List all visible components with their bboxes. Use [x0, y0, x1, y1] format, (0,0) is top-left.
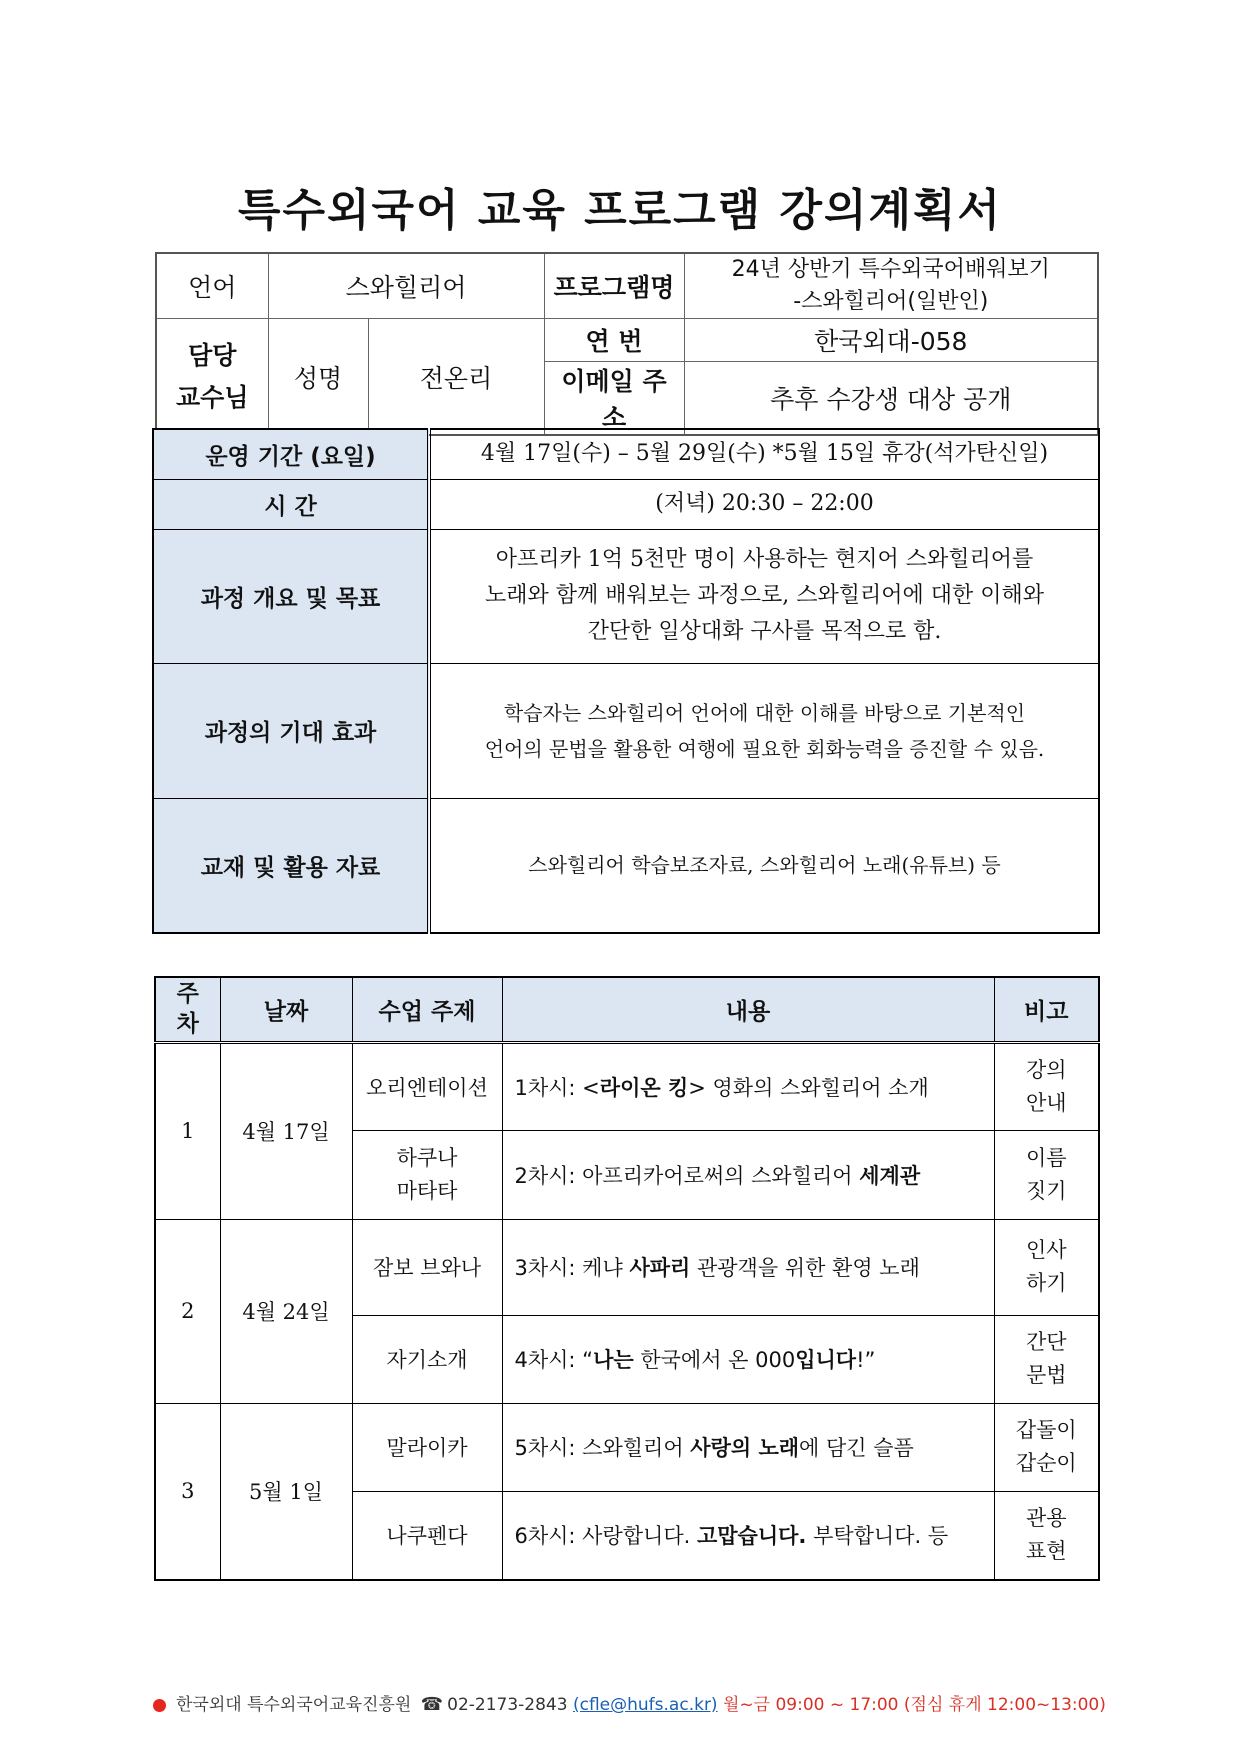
- period-value: 4월 17일(수) – 5월 29일(수) *5월 15일 휴강(석가탄신일): [429, 429, 1099, 479]
- professor-label-line2: 교수님: [176, 382, 249, 412]
- materials-label: 교재 및 활용 자료: [153, 798, 429, 933]
- overview-value: [429, 529, 1099, 663]
- overview-line3: 간단한 일상대화 구사를 목적으로 함.: [587, 619, 942, 644]
- program-value-line1: 24년 상반기 특수외국어배워보기: [731, 257, 1050, 282]
- week-date: 5월 1일: [220, 1403, 352, 1580]
- week-number: 1: [155, 1042, 220, 1219]
- name-label: 성명: [268, 319, 368, 436]
- overview-label: 과정 개요 및 목표: [153, 529, 429, 663]
- footer: [153, 1690, 1106, 1715]
- materials-value: 스와힐리어 학습보조자료, 스와힐리어 노래(유튜브) 등: [429, 798, 1099, 933]
- footer-org: 한국외대 특수외국어교육진흥원: [176, 1695, 412, 1715]
- session-content: 3차시: 케냐 사파리 관광객을 위한 환영 노래: [502, 1219, 994, 1315]
- language-value: 스와힐리어: [268, 253, 544, 319]
- effect-line1: 학습자는 스와힐리어 언어에 대한 이해를 바탕으로 기본적인: [503, 700, 1026, 725]
- header-content: 내용: [502, 977, 994, 1042]
- schedule-table: [154, 976, 1100, 1581]
- effect-line2: 언어의 문법을 활용한 여행에 필요한 회화능력을 증진할 수 있음.: [484, 736, 1045, 761]
- language-label: 언어: [156, 253, 268, 319]
- email-label: 이메일 주소: [544, 362, 684, 436]
- bullet-icon: [153, 1699, 166, 1712]
- session-note: 간단 문법: [994, 1315, 1099, 1403]
- effect-label: 과정의 기대 효과: [153, 663, 429, 798]
- session-topic: 말라이카: [352, 1403, 502, 1491]
- session-topic: 나쿠펜다: [352, 1491, 502, 1580]
- week-date: 4월 24일: [220, 1219, 352, 1403]
- header-week-line1: 주: [176, 981, 199, 1008]
- program-value: [684, 253, 1098, 319]
- week-number: 3: [155, 1403, 220, 1580]
- footer-email-link[interactable]: (cfle@hufs.ac.kr): [572, 1695, 718, 1715]
- session-note: 관용 표현: [994, 1491, 1099, 1580]
- header-week-line2: 차: [176, 1011, 199, 1038]
- info-table: [155, 252, 1099, 436]
- course-table: [152, 428, 1100, 934]
- name-value: 전온리: [368, 319, 544, 436]
- session-note: 강의 안내: [994, 1042, 1099, 1130]
- header-week: [155, 977, 220, 1042]
- session-note: 이름 짓기: [994, 1130, 1099, 1219]
- header-topic: 수업 주제: [352, 977, 502, 1042]
- footer-phone: 02-2173-2843: [447, 1695, 568, 1715]
- overview-line1: 아프리카 1억 5천만 명이 사용하는 현지어 스와힐리어를: [495, 547, 1034, 572]
- program-label: 프로그램명: [544, 253, 684, 319]
- footer-hours: 월~금 09:00 ~ 17:00 (점심 휴게 12:00~13:00): [722, 1695, 1106, 1715]
- session-content: 5차시: 스와힐리어 사랑의 노래에 담긴 슬픔: [502, 1403, 994, 1491]
- session-note: 인사 하기: [994, 1219, 1099, 1315]
- header-note: 비고: [994, 977, 1099, 1042]
- session-content: 2차시: 아프리카어로써의 스와힐리어 세계관: [502, 1130, 994, 1219]
- professor-label: [156, 319, 268, 436]
- session-topic: 잠보 브와나: [352, 1219, 502, 1315]
- session-content: 4차시: “나는 한국에서 온 000입니다!”: [502, 1315, 994, 1403]
- session-content: 6차시: 사랑합니다. 고맙습니다. 부탁합니다. 등: [502, 1491, 994, 1580]
- session-topic: 오리엔테이션: [352, 1042, 502, 1130]
- program-value-line2: -스와힐리어(일반인): [793, 289, 989, 314]
- session-topic: 자기소개: [352, 1315, 502, 1403]
- overview-line2: 노래와 함께 배워보는 과정으로, 스와힐리어에 대한 이해와: [484, 583, 1044, 608]
- week-date: 4월 17일: [220, 1042, 352, 1219]
- time-value: (저녁) 20:30 – 22:00: [429, 479, 1099, 529]
- serial-label: 연 번: [544, 319, 684, 362]
- professor-label-line1: 담당: [188, 340, 237, 370]
- header-date: 날짜: [220, 977, 352, 1042]
- week-number: 2: [155, 1219, 220, 1403]
- time-label: 시 간: [153, 479, 429, 529]
- email-value: 추후 수강생 대상 공개: [684, 362, 1098, 436]
- effect-value: [429, 663, 1099, 798]
- phone-icon: ☎: [420, 1694, 444, 1715]
- session-content: 1차시: <라이온 킹> 영화의 스와힐리어 소개: [502, 1042, 994, 1130]
- page-title: 특수외국어 교육 프로그램 강의계획서: [237, 185, 1003, 236]
- period-label: 운영 기간 (요일): [153, 429, 429, 479]
- session-topic: 하쿠나 마타타: [352, 1130, 502, 1219]
- session-note: 갑돌이 갑순이: [994, 1403, 1099, 1491]
- serial-value: 한국외대-058: [684, 319, 1098, 362]
